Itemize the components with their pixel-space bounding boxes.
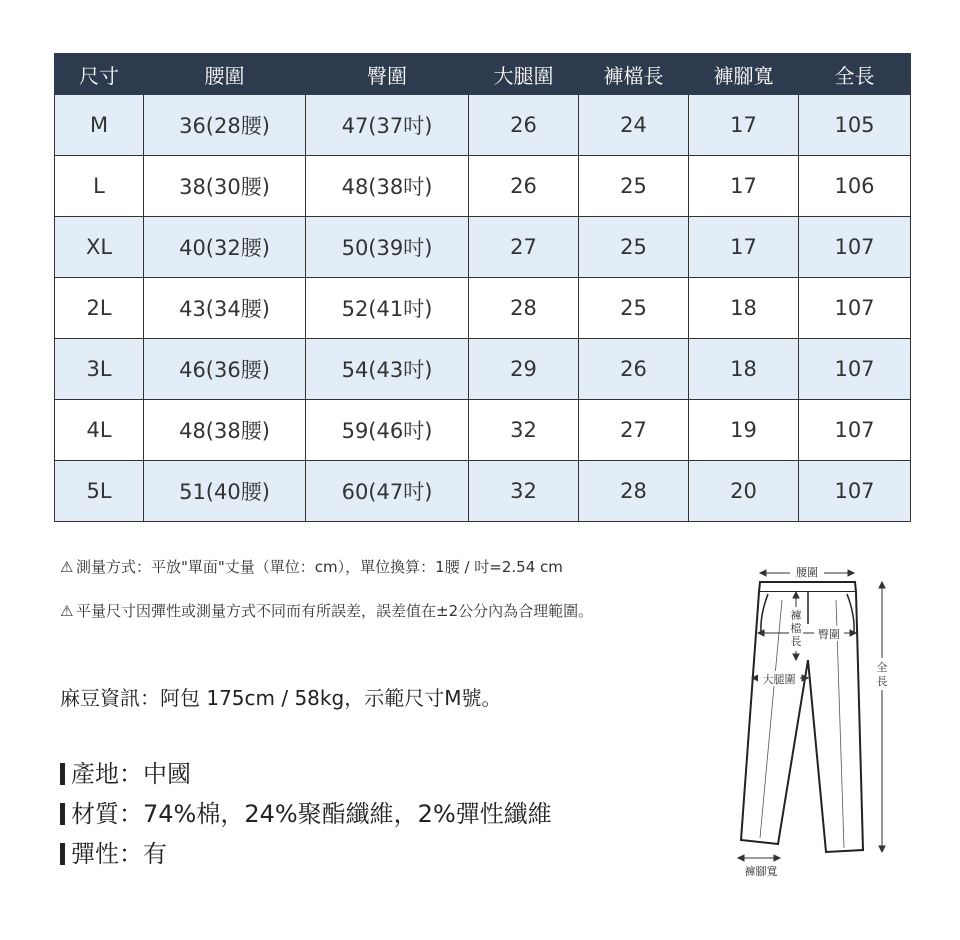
table-cell: 5L <box>55 461 144 522</box>
warning-icon: ⚠ <box>60 558 74 576</box>
bullet-bar <box>60 843 65 865</box>
table-cell: 25 <box>579 278 689 339</box>
table-cell: 26 <box>469 156 579 217</box>
table-cell: 48(38腰) <box>144 400 306 461</box>
table-cell: 107 <box>799 217 911 278</box>
table-cell: 107 <box>799 339 911 400</box>
bullet-bar <box>60 803 65 825</box>
column-header: 褲腳寬 <box>689 54 799 95</box>
diagram-label-thigh: 大腿圍 <box>762 673 796 686</box>
table-cell: 107 <box>799 461 911 522</box>
spec-elasticity <box>60 834 167 869</box>
table-cell: 59(46吋) <box>306 400 469 461</box>
table-cell: XL <box>55 217 144 278</box>
table-cell: 17 <box>689 217 799 278</box>
tolerance-text: 平量尺寸因彈性或測量方式不同而有所誤差，誤差值在±2公分內為合理範圍。 <box>76 602 594 620</box>
table-cell: 52(41吋) <box>306 278 469 339</box>
column-header: 大腿圍 <box>469 54 579 95</box>
table-cell: 2L <box>55 278 144 339</box>
table-cell: 43(34腰) <box>144 278 306 339</box>
table-cell: 27 <box>469 217 579 278</box>
table-cell: 32 <box>469 400 579 461</box>
table-cell: 25 <box>579 217 689 278</box>
warning-icon: ⚠ <box>60 602 74 620</box>
table-cell: 36(28腰) <box>144 95 306 156</box>
table-row <box>55 217 911 278</box>
table-cell: 25 <box>579 156 689 217</box>
table-cell: 38(30腰) <box>144 156 306 217</box>
table-cell: 19 <box>689 400 799 461</box>
table-cell: 18 <box>689 278 799 339</box>
table-cell: 3L <box>55 339 144 400</box>
table-cell: 28 <box>469 278 579 339</box>
spec-origin-text: 產地：中國 <box>71 760 191 788</box>
table-row <box>55 461 911 522</box>
table-cell: 47(37吋) <box>306 95 469 156</box>
spec-material-text: 材質：74%棉，24%聚酯纖維，2%彈性纖維 <box>71 800 552 828</box>
table-header-row <box>55 54 911 95</box>
table-cell: 24 <box>579 95 689 156</box>
measure-method-note <box>60 556 563 577</box>
table-cell: 40(32腰) <box>144 217 306 278</box>
table-cell: M <box>55 95 144 156</box>
table-row <box>55 156 911 217</box>
table-row <box>55 339 911 400</box>
table-cell: 18 <box>689 339 799 400</box>
spec-elasticity-text: 彈性：有 <box>71 840 167 868</box>
table-row <box>55 278 911 339</box>
diagram-label-rise-3: 長 <box>790 635 802 648</box>
table-cell: 26 <box>469 95 579 156</box>
measure-method-text: 測量方式：平放"單面"丈量（單位：cm），單位換算：1腰 / 吋=2.54 cm <box>76 558 563 576</box>
diagram-label-hem: 褲腳寬 <box>744 865 778 878</box>
spec-origin <box>60 754 191 789</box>
column-header: 褲檔長 <box>579 54 689 95</box>
table-cell: 26 <box>579 339 689 400</box>
pants-measurement-diagram <box>730 560 900 890</box>
column-header: 全長 <box>799 54 911 95</box>
size-chart-table <box>54 53 911 522</box>
table-cell: 106 <box>799 156 911 217</box>
column-header: 尺寸 <box>55 54 144 95</box>
table-cell: 54(43吋) <box>306 339 469 400</box>
table-cell: 105 <box>799 95 911 156</box>
table-cell: 60(47吋) <box>306 461 469 522</box>
table-cell: 46(36腰) <box>144 339 306 400</box>
diagram-label-waist: 腰圍 <box>796 566 818 579</box>
table-cell: 107 <box>799 400 911 461</box>
table-row <box>55 95 911 156</box>
table-cell: 107 <box>799 278 911 339</box>
spec-material <box>60 794 552 829</box>
tolerance-note <box>60 600 593 621</box>
diagram-label-length-1: 全 <box>876 661 888 674</box>
table-cell: 51(40腰) <box>144 461 306 522</box>
model-info: 麻豆資訊：阿包 175cm / 58kg，示範尺寸M號。 <box>60 686 502 710</box>
pants-waistband <box>759 582 856 592</box>
table-cell: 20 <box>689 461 799 522</box>
column-header: 腰圍 <box>144 54 306 95</box>
diagram-label-length-2: 長 <box>876 675 888 688</box>
bullet-bar <box>60 763 65 785</box>
table-cell: L <box>55 156 144 217</box>
table-cell: 28 <box>579 461 689 522</box>
table-cell: 27 <box>579 400 689 461</box>
table-cell: 4L <box>55 400 144 461</box>
table-cell: 17 <box>689 95 799 156</box>
diagram-label-rise-1: 褲 <box>790 609 802 622</box>
column-header: 臀圍 <box>306 54 469 95</box>
table-cell: 29 <box>469 339 579 400</box>
table-cell: 17 <box>689 156 799 217</box>
diagram-label-rise-2: 檔 <box>790 622 802 635</box>
table-cell: 50(39吋) <box>306 217 469 278</box>
table-row <box>55 400 911 461</box>
table-cell: 48(38吋) <box>306 156 469 217</box>
table-cell: 32 <box>469 461 579 522</box>
diagram-label-hip: 臀圍 <box>818 628 840 641</box>
